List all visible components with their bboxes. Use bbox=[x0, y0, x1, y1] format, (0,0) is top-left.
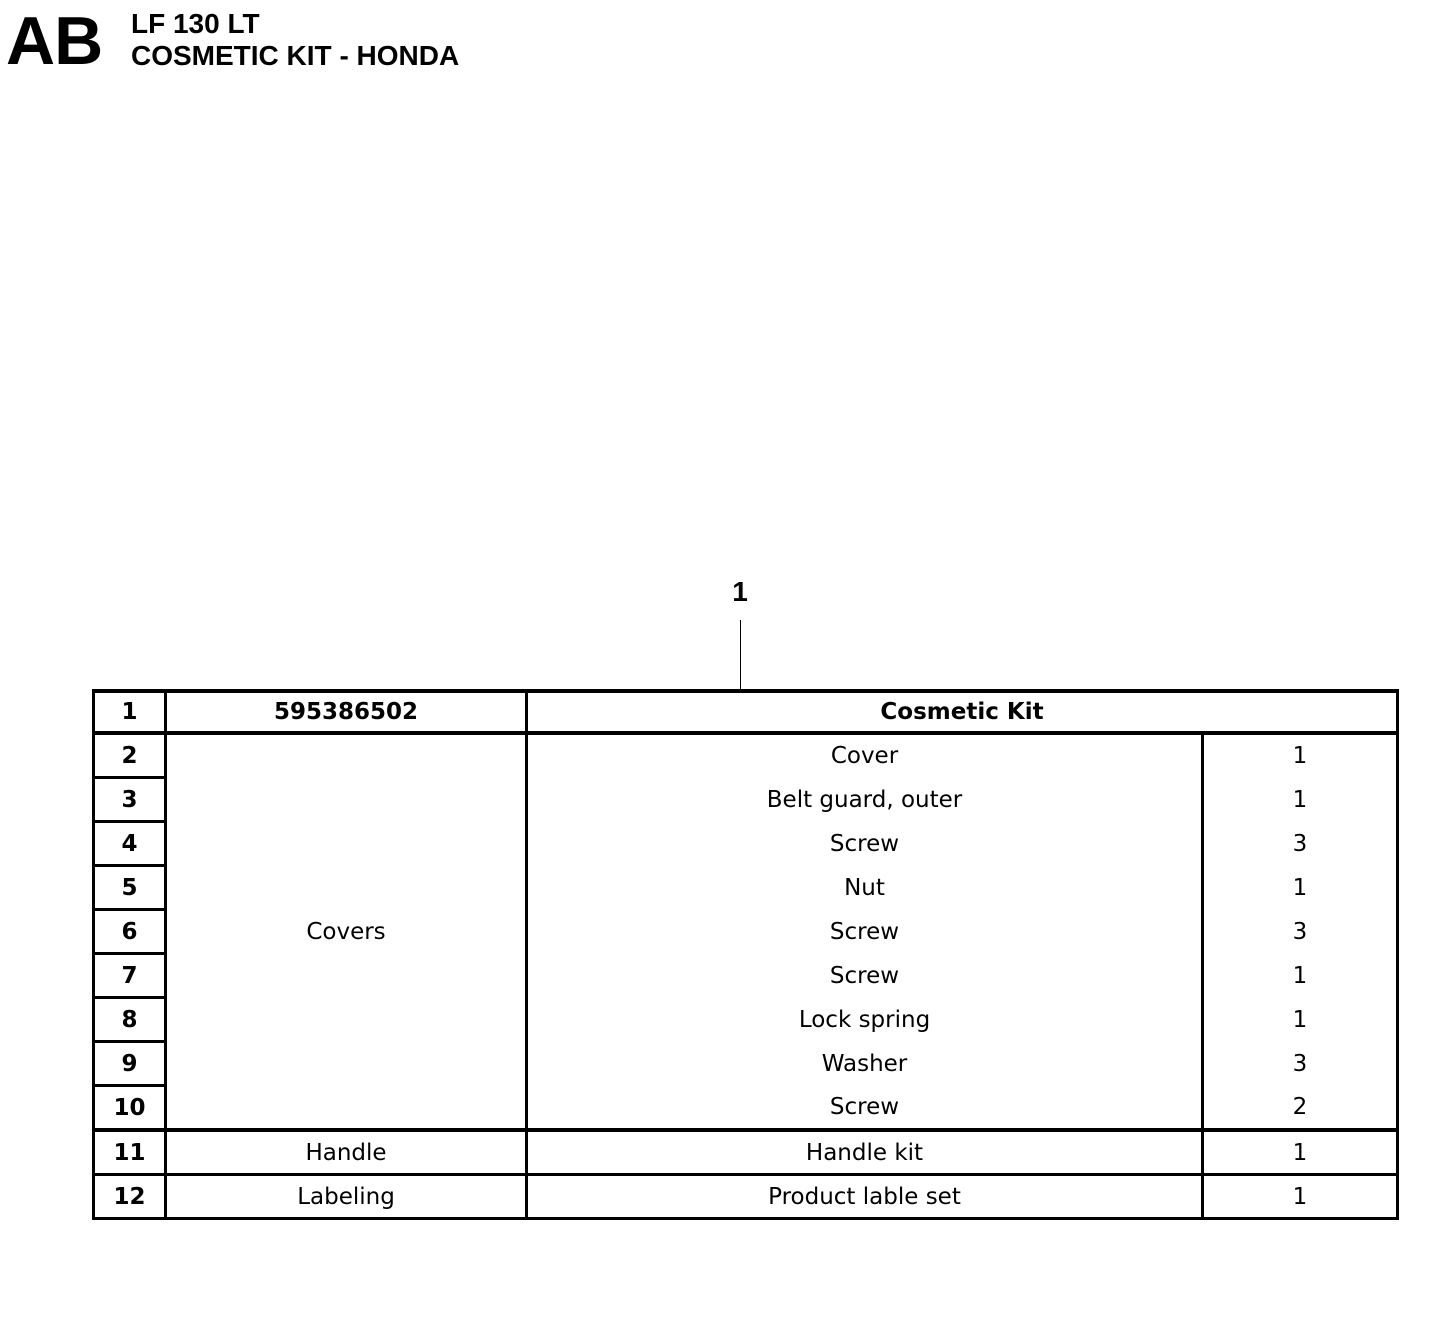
kit-ref-number: 1 bbox=[94, 691, 166, 733]
item-quantity: 3 bbox=[1203, 822, 1398, 866]
item-description: Screw bbox=[527, 954, 1203, 998]
item-description: Washer bbox=[527, 1042, 1203, 1086]
ref-number: 6 bbox=[94, 910, 166, 954]
ref-number: 5 bbox=[94, 866, 166, 910]
kit-header-row bbox=[94, 691, 1398, 733]
section-code: AB bbox=[6, 3, 103, 79]
ref-number: 11 bbox=[94, 1130, 166, 1175]
item-quantity: 1 bbox=[1203, 954, 1398, 998]
item-description: Product lable set bbox=[527, 1175, 1203, 1219]
title-block bbox=[131, 8, 459, 72]
parts-table bbox=[92, 689, 1399, 1220]
callout-leader-line bbox=[740, 620, 741, 691]
item-quantity: 3 bbox=[1203, 1042, 1398, 1086]
item-quantity: 1 bbox=[1203, 778, 1398, 822]
item-description: Belt guard, outer bbox=[527, 778, 1203, 822]
ref-number: 4 bbox=[94, 822, 166, 866]
ref-number: 2 bbox=[94, 733, 166, 778]
item-description: Cover bbox=[527, 733, 1203, 778]
item-description: Handle kit bbox=[527, 1130, 1203, 1175]
item-description: Nut bbox=[527, 866, 1203, 910]
ref-number: 8 bbox=[94, 998, 166, 1042]
ref-number: 3 bbox=[94, 778, 166, 822]
table-row bbox=[94, 1130, 1398, 1175]
item-quantity: 1 bbox=[1203, 733, 1398, 778]
page-title: COSMETIC KIT - HONDA bbox=[131, 40, 460, 71]
item-quantity: 1 bbox=[1203, 866, 1398, 910]
item-quantity: 1 bbox=[1203, 1175, 1398, 1219]
ref-number: 10 bbox=[94, 1086, 166, 1131]
group-name: Handle bbox=[166, 1130, 527, 1175]
item-quantity: 3 bbox=[1203, 910, 1398, 954]
item-description: Screw bbox=[527, 910, 1203, 954]
kit-part-number: 595386502 bbox=[166, 691, 527, 733]
item-description: Screw bbox=[527, 822, 1203, 866]
ref-number: 12 bbox=[94, 1175, 166, 1219]
kit-description: Cosmetic Kit bbox=[527, 691, 1398, 733]
item-quantity: 1 bbox=[1203, 998, 1398, 1042]
item-description: Lock spring bbox=[527, 998, 1203, 1042]
table-row bbox=[94, 1175, 1398, 1219]
group-name: Covers bbox=[166, 733, 527, 1130]
ref-number: 9 bbox=[94, 1042, 166, 1086]
model-name: LF 130 LT bbox=[131, 8, 260, 39]
item-quantity: 1 bbox=[1203, 1130, 1398, 1175]
item-quantity: 2 bbox=[1203, 1086, 1398, 1131]
table-row bbox=[94, 733, 1398, 778]
group-name: Labeling bbox=[166, 1175, 527, 1219]
callout-number: 1 bbox=[732, 576, 748, 607]
ref-number: 7 bbox=[94, 954, 166, 998]
item-description: Screw bbox=[527, 1086, 1203, 1131]
